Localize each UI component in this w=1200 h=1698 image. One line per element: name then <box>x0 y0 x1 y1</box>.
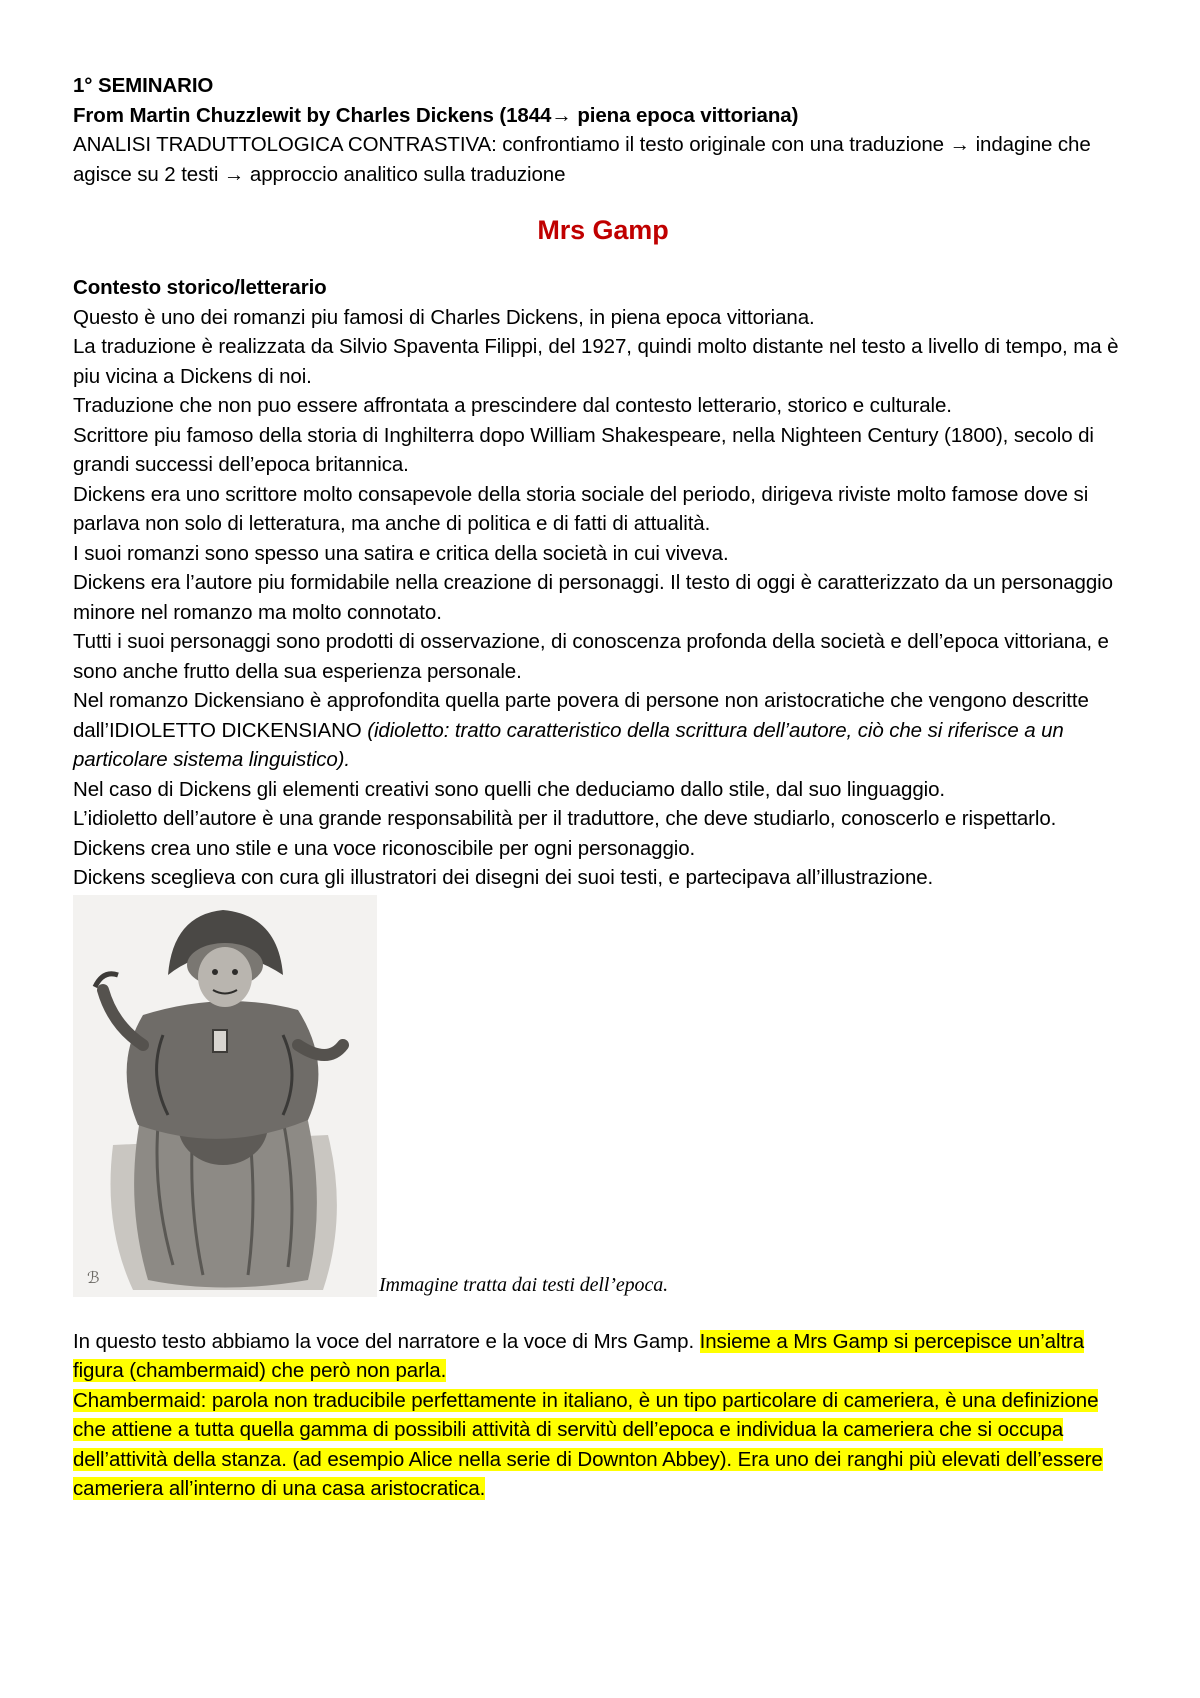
context-paragraph: Scrittore piu famoso della storia di Inghilterra dopo William Shakespeare, nella Nighteen Century (1800), secolo di grandi successi dell’epoca britannica. <box>73 423 1094 476</box>
source-suffix: piena epoca vittoriana) <box>571 103 799 127</box>
voices-paragraph <box>73 1327 1133 1386</box>
page-title: Mrs Gamp <box>537 215 669 245</box>
idioletto-paragraph <box>73 686 1133 775</box>
analysis-text-2: indagine che agisce su 2 testi <box>73 133 1091 186</box>
context-heading: Contesto storico/letterario <box>73 276 327 299</box>
context-paragraph: Questo è uno dei romanzi piu famosi di Charles Dickens, in piena epoca vittoriana. <box>73 305 815 329</box>
mrs-gamp-illustration <box>73 895 377 1297</box>
context-paragraph: Tutti i suoi personaggi sono prodotti di osservazione, di conoscenza profonda della società e dell’epoca vittoriana, e sono anche frutto della sua esperienza personale. <box>73 630 1109 683</box>
chambermaid-paragraph <box>73 1386 1133 1504</box>
figure <box>73 895 1133 1297</box>
idioletto-text: Nel romanzo Dickensiano è approfondita quella parte povera di persone non aristocratiche che vengono descritte dall’IDIOLETTO DICKENSIANO <box>73 689 1089 742</box>
context-paragraph: Dickens crea uno stile e una voce riconoscibile per ogni personaggio. <box>73 836 696 860</box>
arrow-right-icon: → <box>223 162 245 186</box>
seminar-heading: 1° SEMINARIO <box>73 74 214 97</box>
highlighted-text: Insieme a Mrs Gamp si percepisce un’altra figura (chambermaid) che però non parla. <box>73 1329 1085 1382</box>
highlighted-text: Chambermaid: parola non traducibile perfettamente in italiano, è un tipo particolare di cameriera, è una definizione che attiene a tutta quella gamma di possibili attività di servitù dell’epoca e individua la cameriera che si occupa dell’attività della stanza. (ad esempio Alice nella serie di Downton Abbey). Era uno dei ranghi più elevati dell’essere cameriera all’interno di una casa aristocratica. <box>73 1388 1103 1500</box>
spacer <box>73 1297 1133 1327</box>
svg-text:ℬ: ℬ <box>87 1269 100 1287</box>
arrow-right-icon: → <box>551 103 572 127</box>
analysis-paragraph <box>73 130 1133 189</box>
context-paragraph: I suoi romanzi sono spesso una satira e critica della società in cui viveva. <box>73 541 729 565</box>
context-paragraph: Dickens era l’autore piu formidabile nella creazione di personaggi. Il testo di oggi è caratterizzato da un personaggio minore nel romanzo ma molto connotato. <box>73 571 1113 624</box>
context-paragraph: Dickens era uno scrittore molto consapevole della storia sociale del periodo, dirigeva riviste molto famose dove si parlava non solo di letteratura, ma anche di politica e di fatti di attualità. <box>73 482 1089 535</box>
context-paragraph: L’idioletto dell’autore è una grande responsabilità per il traduttore, che deve studiarlo, conoscerlo e rispettarlo. <box>73 807 1057 830</box>
context-paragraph: La traduzione è realizzata da Silvio Spaventa Filippi, del 1927, quindi molto distante nel testo a livello di tempo, ma è piu vicina a Dickens di noi. <box>73 335 1119 388</box>
voices-text: In questo testo abbiamo la voce del narratore e la voce di Mrs Gamp. <box>73 1329 700 1353</box>
idioletto-definition: (idioletto: tratto caratteristico della scrittura dell’autore, ciò che si riferisce a un particolare sistema linguistico). <box>73 718 1064 771</box>
context-paragraph: Dickens sceglieva con cura gli illustratori dei disegni dei suoi testi, e partecipava all’illustrazione. <box>73 866 934 889</box>
document-content <box>73 71 1133 1504</box>
source-line <box>73 101 1133 131</box>
context-paragraph: Nel caso di Dickens gli elementi creativi sono quelli che deduciamo dallo stile, dal suo linguaggio. <box>73 777 945 801</box>
figure-caption: Immagine tratta dai testi dell’epoca. <box>379 1274 669 1296</box>
arrow-right-icon: → <box>949 133 970 156</box>
source-prefix: From Martin Chuzzlewit by Charles Dickens (1844 <box>73 103 552 127</box>
context-paragraph: Traduzione che non puo essere affrontata a prescindere dal contesto letterario, storico e culturale. <box>73 394 952 417</box>
analysis-text-3: approccio analitico sulla traduzione <box>244 162 566 186</box>
analysis-text-1: ANALISI TRADUTTOLOGICA CONTRASTIVA: confrontiamo il testo originale con una traduzione <box>73 133 950 156</box>
